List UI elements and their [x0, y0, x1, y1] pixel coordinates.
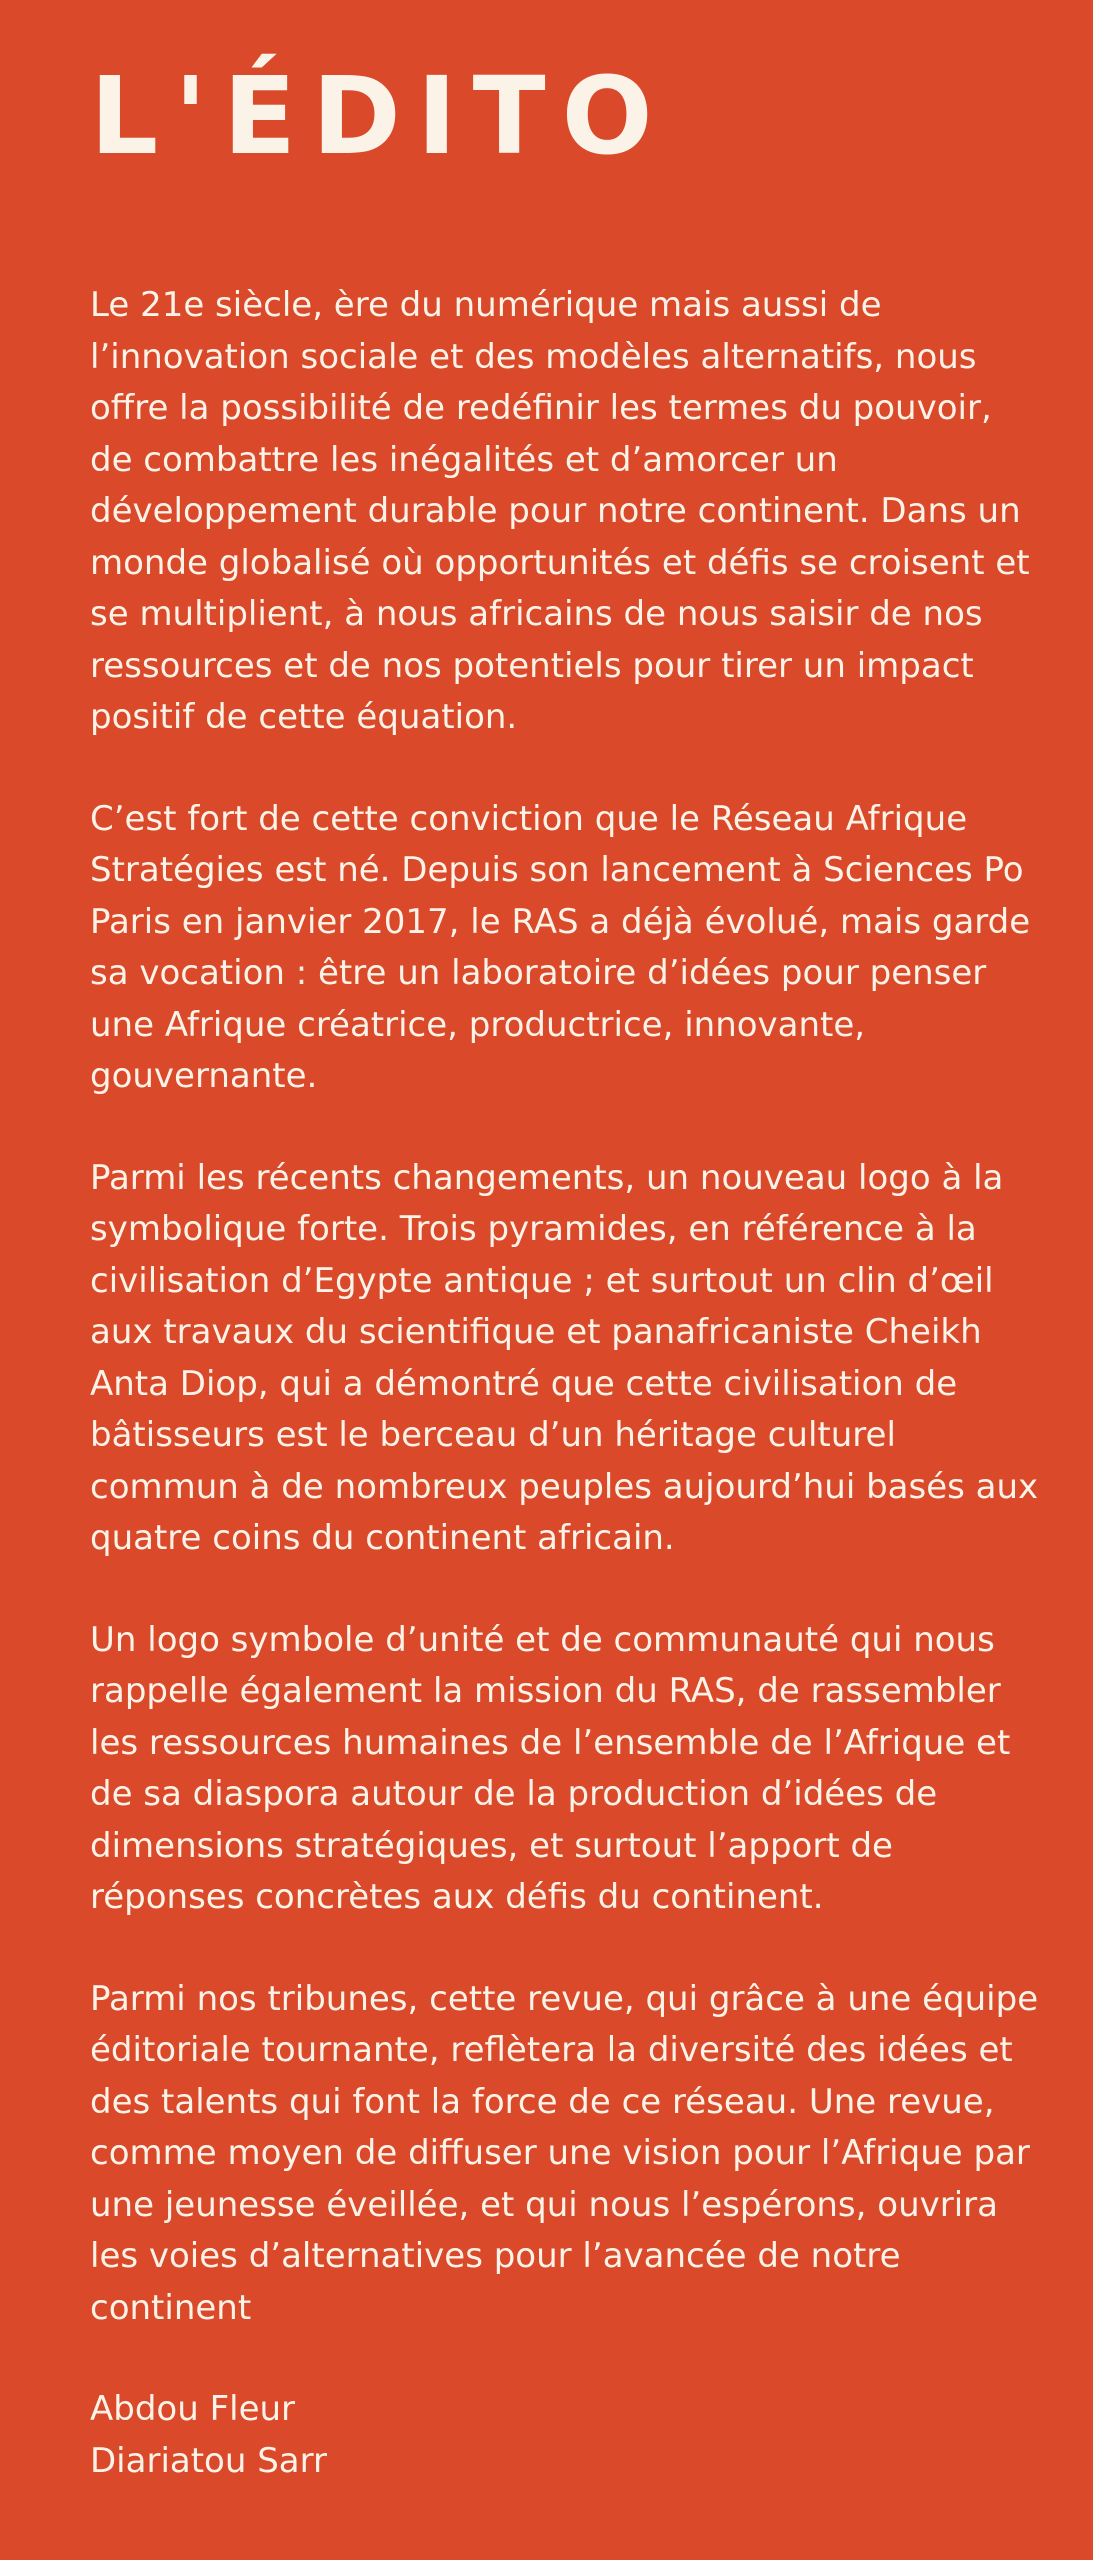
edito-paragraph: Un logo symbole d’unité et de communauté qui nous rappelle également la mission du RAS, de rassembler les ressources humaines de l’ensemble de l’Afrique et de sa diaspora autour de la production d’idées de dimensions stratégiques, et surtout l’apport de réponses concrètes aux défis du continent. — [90, 1619, 1011, 1917]
signature-name: Abdou Fleur — [90, 2389, 296, 2429]
signature-name: Diariatou Sarr — [90, 2440, 327, 2481]
edito-paragraph: C’est fort de cette conviction que le Réseau Afrique Stratégies est né. Depuis son lancement à Sciences Po Paris en janvier 2017, le RAS a déjà évolué, mais garde sa vocation : être un laboratoire d’idées pour penser une Afrique créatrice, productrice, innovante, gouvernante. — [90, 798, 1031, 1096]
signature-block — [90, 2384, 1033, 2487]
edito-paragraph: Parmi les récents changements, un nouveau logo à la symbolique forte. Trois pyramides, en référence à la civilisation d’Egypte antique ; et surtout un clin d’œil aux travaux du scientifique et panafricaniste Cheikh Anta Diop, qui a démontré que cette civilisation de bâtisseurs est le berceau d’un héritage culturel commun à de nombreux peuples aujourd’hui basés aux quatre coins du continent africain. — [90, 1157, 1039, 1558]
page-title: L'ÉDITO — [90, 55, 669, 179]
edito-paragraph: Le 21e siècle, ère du numérique mais aussi de l’innovation sociale et des modèles alternatifs, nous offre la possibilité de redéfinir les termes du pouvoir, de combattre les inégalités et d’amorcer un développement durable pour notre continent. Dans un monde globalisé où opportunités et défis se croisent et se multiplient, à nous africains de nous saisir de nos ressources et de nos potentiels pour tirer un impact positif de cette équation. — [90, 285, 1030, 737]
edito-paragraph: Parmi nos tribunes, cette revue, qui grâce à une équipe éditoriale tournante, reflètera la diversité des idées et des talents qui font la force de ce réseau. Une revue, comme moyen de diffuser une vision pour l’Afrique par une jeunesse éveillée, et qui nous l’espérons, ouvrira les voies d’alternatives pour l’avancée de notre continent — [90, 1978, 1039, 2328]
edito-body — [90, 280, 1039, 2334]
